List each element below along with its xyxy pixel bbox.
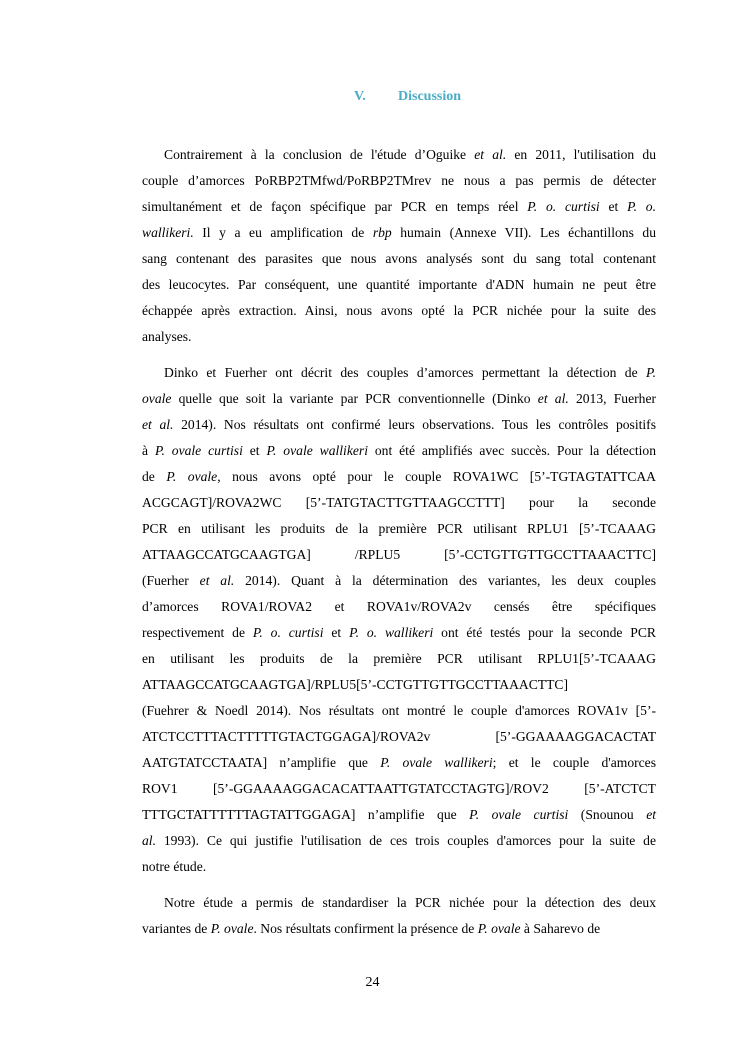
section-number: V. (354, 89, 366, 104)
text-line: Dinko et Fuerher ont décrit des couples d’amorces permettant la détection de P. (164, 365, 656, 380)
italic-text: et al. (199, 573, 235, 588)
italic-text: ovale (142, 391, 172, 406)
text-line: (Fuerher et al. 2014). Quant à la détermination des variantes, les deux couples (142, 573, 656, 588)
italic-text: et al. (537, 391, 569, 406)
text-line: analyses. (142, 329, 192, 344)
italic-text: P. o. curtisi (252, 625, 324, 640)
text-line: à P. ovale curtisi et P. ovale wallikeri ont été amplifiés avec succès. Pour la détection (142, 443, 657, 458)
text-line: Contrairement à la conclusion de l'étude d’Oguike et al. en 2011, l'utilisation du (164, 147, 656, 162)
italic-text: P. o. wallikeri (349, 625, 434, 640)
text-line: ACGCAGT]/ROVA2WC [5’-TATGTACTTGTTAAGCCTTT] pour la seconde (142, 495, 656, 510)
italic-text: P. o. curtisi (527, 199, 600, 214)
italic-text: P. ovale wallikeri (266, 443, 368, 458)
italic-text: P. ovale curtisi (154, 443, 243, 458)
italic-text: wallikeri. (142, 225, 194, 240)
text-line: variantes de P. ovale. Nos résultats confirment la présence de P. ovale à Saharevo de (142, 921, 601, 936)
italic-text: et al. (474, 147, 507, 162)
paragraph (142, 890, 656, 942)
section-title: Discussion (398, 89, 462, 104)
text-line: des leucocytes. Par conséquent, une quantité importante d'ADN humain ne peut être (142, 277, 656, 292)
italic-text: P. o. (627, 199, 657, 214)
text-line: de P. ovale, nous avons opté pour le couple ROVA1WC [5’-TGTAGTATTCAA (142, 469, 656, 484)
text-line: simultanément et de façon spécifique par PCR en temps réel P. o. curtisi et P. o. (142, 199, 657, 214)
text-line: ROV1 [5’-GGAAAAGGACACATTAATTGTATCCTAGTG]/ROV2 [5’-ATCTCT (142, 781, 656, 796)
text-line: échappée après extraction. Ainsi, nous avons opté la PCR nichée pour la suite des (142, 303, 656, 318)
text-line: respectivement de P. o. curtisi et P. o. wallikeri ont été testés pour la seconde PCR (142, 625, 656, 640)
text-line: ovale quelle que soit la variante par PCR conventionnelle (Dinko et al. 2013, Fuerher (142, 391, 657, 406)
italic-text: P. ovale curtisi (469, 807, 569, 822)
text-line: et al. 2014). Nos résultats ont confirmé leurs observations. Tous les contrôles positifs (142, 417, 656, 432)
text-line: TTTGCTATTTTTTAGTATTGGAGA] n’amplifie que P. ovale curtisi (Snounou et (142, 807, 656, 822)
text-line: wallikeri. Il y a eu amplification de rbp humain (Annexe VII). Les échantillons du (142, 225, 656, 240)
text-line: couple d’amorces PoRBP2TMfwd/PoRBP2TMrev ne nous a pas permis de détecter (142, 173, 656, 188)
document-body (142, 142, 656, 952)
text-line: (Fuehrer & Noedl 2014). Nos résultats ont montré le couple d'amorces ROVA1v [5’- (142, 703, 656, 718)
text-line: ATTAAGCCATGCAAGTGA] /RPLU5 [5’-CCTGTTGTTGCCTTAAACTTC] (142, 547, 656, 562)
text-line: d’amorces ROVA1/ROVA2 et ROVA1v/ROVA2v censés être spécifiques (142, 599, 656, 614)
italic-text: rbp (372, 225, 392, 240)
text-line: ATCTCCTTTACTTTTTGTACTGGAGA]/ROVA2v [5’-GGAAAAGGACACTAT (142, 729, 656, 744)
italic-text: et al. (142, 417, 174, 432)
italic-text: P. ovale wallikeri (380, 755, 493, 770)
text-line: en utilisant les produits de la première PCR utilisant RPLU1[5’-TCAAAG (142, 651, 656, 666)
text-line: PCR en utilisant les produits de la première PCR utilisant RPLU1 [5’-TCAAAG (142, 521, 656, 536)
italic-text: al. (142, 833, 156, 848)
italic-text: P. ovale (210, 921, 254, 936)
text-line: notre étude. (142, 859, 207, 874)
text-line: sang contenant des parasites que nous avons analysés sont du sang total contenant (142, 251, 656, 266)
text-line: AATGTATCCTAATA] n’amplifie que P. ovale wallikeri; et le couple d'amorces (142, 755, 656, 770)
page-number: 24 (365, 975, 380, 990)
text-line: al. 1993). Ce qui justifie l'utilisation de ces trois couples d'amorces pour la suite de (142, 833, 656, 848)
italic-text: P. ovale (166, 469, 218, 484)
paragraph (142, 142, 656, 350)
italic-text: P. ovale (477, 921, 521, 936)
text-line: ATTAAGCCATGCAAGTGA]/RPLU5[5’-CCTGTTGTTGCCTTAAACTTC] (142, 677, 568, 692)
italic-text: P. (646, 365, 656, 380)
text-line: Notre étude a permis de standardiser la PCR nichée pour la détection des deux (164, 895, 656, 910)
italic-text: et (646, 807, 656, 822)
paragraph (142, 360, 656, 880)
